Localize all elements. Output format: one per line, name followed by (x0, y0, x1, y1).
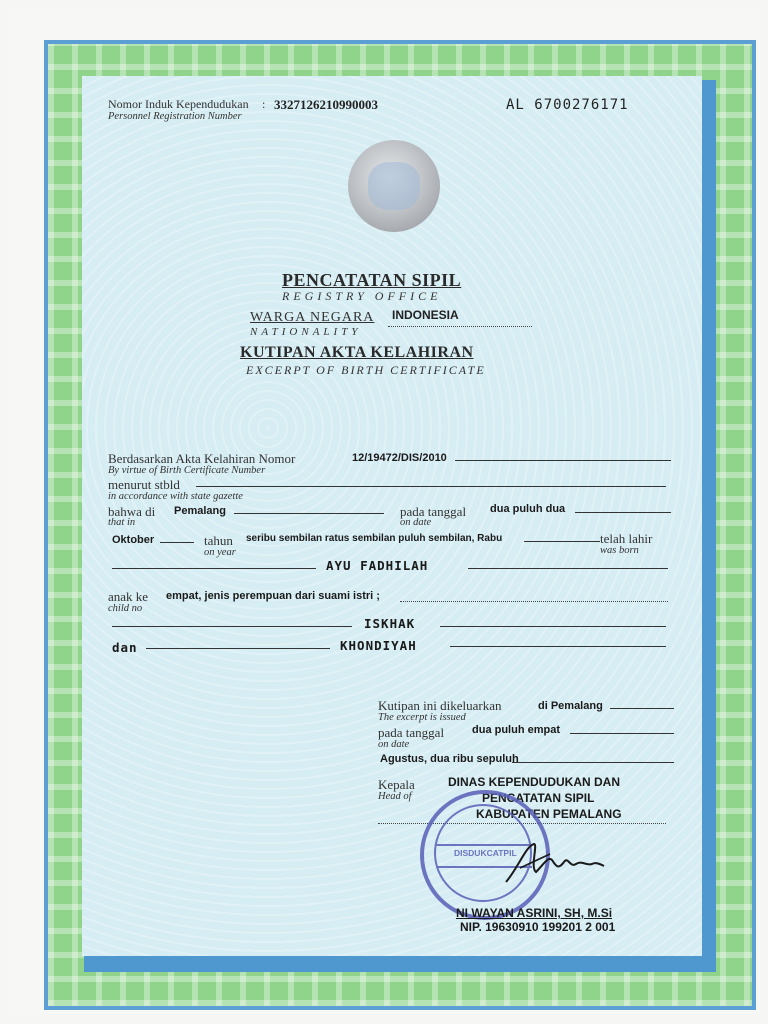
agency-line-1: DINAS KEPENDUDUKAN DAN (448, 775, 621, 789)
head-label-en: Head of (378, 791, 412, 802)
child-name: AYU FADHILAH (326, 558, 429, 573)
born-label: telah lahir (600, 531, 653, 546)
issued-date-label: pada tanggal (378, 725, 445, 740)
nik-label-en: Personnel Registration Number (108, 111, 242, 122)
father-name: ISKHAK (364, 616, 416, 631)
birthdate-label: pada tanggal (400, 504, 467, 519)
issued-label: Kutipan ini dikeluarkan (378, 698, 502, 713)
signature-icon (500, 838, 610, 888)
birth-year-line (524, 541, 600, 542)
issued-date-label-en: on date (378, 739, 410, 750)
issued-place-line (610, 708, 674, 709)
issued-month-year: Agustus, dua ribu sepuluh (380, 753, 519, 765)
born-label-en: was born (600, 545, 639, 556)
issued-month-year-line (512, 762, 674, 763)
official-name: NI WAYAN ASRINI, SH, M.Si (456, 906, 613, 920)
nationality-label: WARGA NEGARA (250, 310, 375, 325)
nik-value: 3327126210990003 (274, 97, 378, 112)
issued-date-line (570, 733, 674, 734)
stbld-label: menurut stbld (108, 477, 180, 492)
and-label: dan (112, 640, 138, 655)
title-document-en: EXCERPT OF BIRTH CERTIFICATE (246, 363, 486, 377)
stbld-label-en: in accordance with state gazette (108, 491, 243, 502)
mother-name: KHONDIYAH (340, 638, 417, 653)
child-number-label-en: child no (108, 603, 143, 614)
birthplace-label-en: that in (108, 517, 136, 528)
official-nip: NIP. 19630910 199201 2 001 (460, 920, 616, 934)
child-number-dotted-line (400, 601, 668, 602)
agency-line-3: KABUPATEN PEMALANG (476, 807, 622, 821)
title-document: KUTIPAN AKTA KELAHIRAN (240, 344, 474, 361)
stbld-line (196, 486, 666, 487)
serial-number: AL 6700276171 (506, 97, 629, 113)
father-line-right (440, 626, 666, 627)
issued-date-value: dua puluh empat (472, 724, 560, 736)
head-label: Kepala (378, 777, 415, 792)
birth-month-value: Oktober (112, 534, 155, 546)
nik-colon: : (262, 97, 266, 111)
cert-number-value: 12/19472/DIS/2010 (352, 452, 447, 464)
national-emblem-seal-icon (348, 140, 440, 232)
birth-month-line (160, 542, 194, 543)
cert-number-line (455, 460, 671, 461)
nik-label: Nomor Induk Kependudukan (108, 97, 249, 111)
issued-label-en: The excerpt is issued (378, 712, 466, 723)
father-line-left (112, 626, 352, 627)
issued-place-value: di Pemalang (538, 700, 603, 712)
child-name-line-left (112, 568, 316, 569)
nationality-value: INDONESIA (392, 308, 459, 322)
birth-year-value: seribu sembilan ratus sembilan puluh sembilan, Rabu (246, 533, 503, 544)
birthplace-line (234, 513, 384, 514)
title-office-en: REGISTRY OFFICE (282, 289, 442, 303)
cert-number-label-en: By virtue of Birth Certificate Number (108, 465, 266, 476)
mother-line-right (450, 646, 666, 647)
birthdate-value: dua puluh dua (490, 503, 566, 515)
birthdate-line (575, 512, 671, 513)
child-name-line-right (468, 568, 668, 569)
birthplace-label: bahwa di (108, 504, 156, 519)
child-number-label: anak ke (108, 589, 149, 604)
birthdate-label-en: on date (400, 517, 432, 528)
agency-line-2: PENCATATAN SIPIL (482, 791, 595, 805)
stamp-center-text: DISDUKCATPIL (454, 848, 517, 858)
birth-year-label: tahun (204, 533, 233, 548)
title-office: PENCATATAN SIPIL (282, 270, 462, 290)
cert-number-label: Berdasarkan Akta Kelahiran Nomor (108, 451, 296, 466)
child-number-value: empat, jenis perempuan dari suami istri ; (166, 590, 380, 602)
garuda-emblem-icon (368, 162, 420, 210)
mother-line-left (146, 648, 330, 649)
birth-year-label-en: on year (204, 547, 236, 558)
nationality-dotted-line (388, 326, 532, 327)
nationality-label-en: NATIONALITY (250, 326, 362, 338)
birthplace-value: Pemalang (174, 505, 226, 517)
